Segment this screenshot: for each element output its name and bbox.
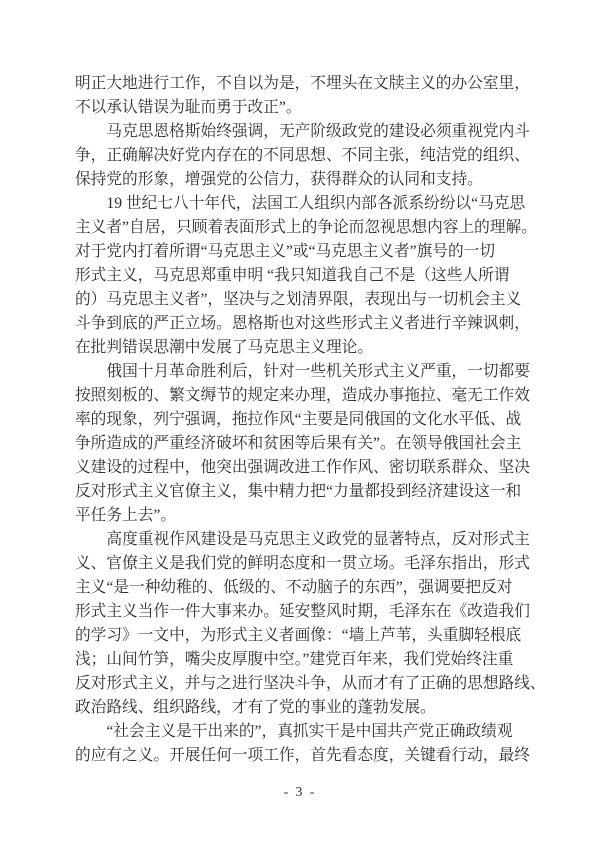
text-line: 保持党的形象，增强党的公信力，获得群众的认同和支持。 (75, 171, 483, 188)
text-line: 明正大地进行工作，不自以为是，不埋头在文牍主义的办公室里， (75, 75, 530, 92)
text-line: 按照刻板的、繁文缛节的规定来办理，造成办事拖拉、毫无工作效 (75, 387, 530, 404)
text-line: 形式主义当作一件大事来办。延安整风时期，毛泽东在《改造我们 (75, 603, 530, 620)
document-body-text (75, 72, 546, 768)
text-line: 对于党内打着所谓“马克思主义”或“马克思主义者”旗号的一切 (75, 243, 496, 260)
text-line: 反对形式主义官僚主义，集中精力把“力量都投到经济建设这一和 (75, 483, 522, 500)
text-line: 的学习》一文中，为形式主义者画像：“墙上芦苇，头重脚轻根底 (75, 627, 522, 644)
text-line: 义建设的过程中，他突出强调改进工作作风、密切联系群众、坚决 (75, 459, 530, 476)
text-line: 的）马克思主义者”，坚决与之划清界限，表现出与一切机会主义 (75, 291, 522, 308)
text-line: 争所造成的严重经济破坏和贫困等后果有关”。在领导俄国社会主 (75, 435, 522, 452)
page-number: - 3 - (283, 784, 317, 799)
text-line: 斗争到底的严正立场。恩格斯也对这些形式主义者进行辛辣讽刺， (75, 315, 530, 332)
text-line: 政治路线、组织路线，才有了党的事业的蓬勃发展。 (75, 699, 436, 716)
text-line: 平任务上去”。 (75, 507, 177, 524)
text-line: 在批判错误思潮中发展了马克思主义理论。 (75, 339, 374, 356)
text-line: 的应有之义。开展任何一项工作，首先看态度，关键看行动，最终 (75, 747, 530, 764)
text-line: 不以承认错误为耻而勇于改正”。 (75, 99, 302, 116)
text-line: 率的现象，列宁强调，拖拉作风“主要是同俄国的文化水平低、战 (75, 411, 522, 428)
text-line: 形式主义，马克思郑重申明 “我只知道我自己不是（这些人所谓 (75, 267, 510, 284)
text-line: 马克思恩格斯始终强调，无产阶级政党的建设必须重视党内斗 (106, 123, 530, 140)
text-line: 主义者”自居，只顾着表面形式上的争论而忽视思想内容上的理解。 (75, 219, 537, 236)
text-line: 反对形式主义，并与之进行坚决斗争，从而才有了正确的思想路线、 (75, 675, 546, 692)
text-line: 主义“是一种幼稚的、低级的、不动脑子的东西”，强调要把反对 (75, 579, 513, 596)
text-line: 争，正确解决好党内存在的不同思想、不同主张，纯洁党的组织、 (75, 147, 530, 164)
text-line: 义、官僚主义是我们党的鲜明态度和一贯立场。毛泽东指出，形式 (75, 555, 530, 572)
text-line: 浅；山间竹笋，嘴尖皮厚腹中空。”建党百年来，我们党始终注重 (75, 651, 514, 668)
text-line: 高度重视作风建设是马克思主义政党的显著特点，反对形式主 (106, 531, 530, 548)
text-line: 俄国十月革命胜利后，针对一些机关形式主义严重，一切都要 (106, 363, 530, 380)
text-line: 19 世纪七八十年代，法国工人组织内部各派系纷纷以“马克思 (106, 195, 526, 212)
text-line: “社会主义是干出来的”，真抓实干是中国共产党正确政绩观 (106, 723, 513, 740)
